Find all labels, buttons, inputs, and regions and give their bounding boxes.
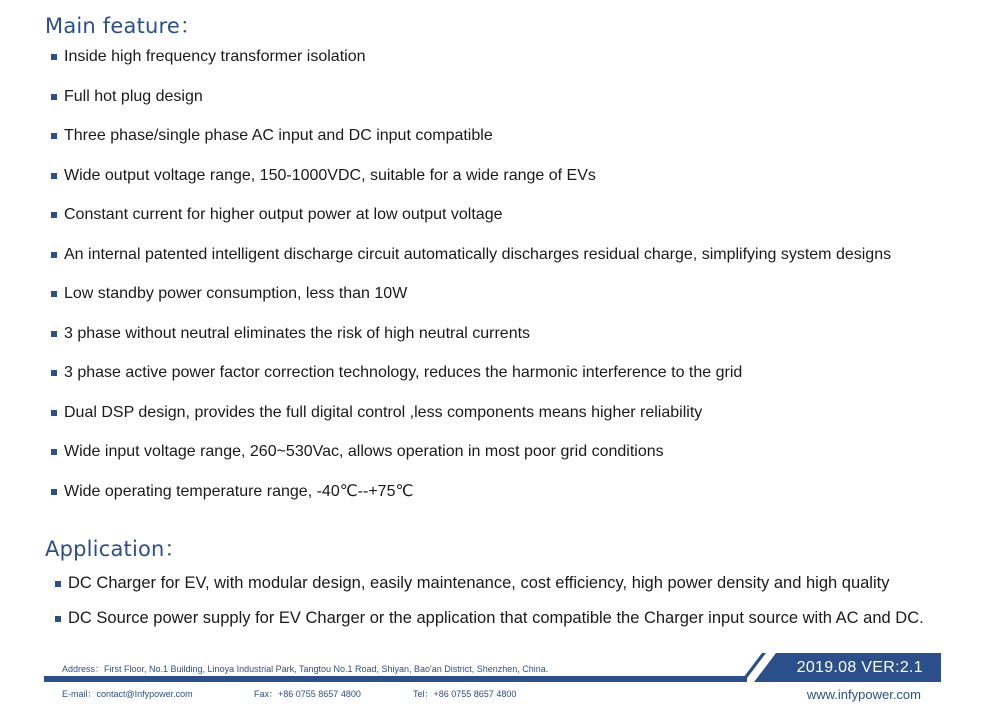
bullet-square-icon — [51, 173, 57, 179]
feature-item — [51, 126, 891, 166]
bullet-square-icon — [55, 581, 61, 587]
application-item — [55, 609, 924, 644]
feature-text: An internal patented intelligent discharge circuit automatically discharges residual charge, simplifying system designs — [64, 245, 892, 263]
feature-item — [51, 324, 891, 364]
feature-item — [51, 47, 891, 87]
website-link[interactable]: www.infypower.com — [806, 687, 921, 702]
bullet-square-icon — [51, 489, 57, 495]
application-text: DC Charger for EV, with modular design, easily maintenance, cost efficiency, high power density and high quality — [68, 574, 890, 592]
feature-text: 3 phase active power factor correction technology, reduces the harmonic interference to the grid — [64, 364, 743, 381]
feature-item — [51, 363, 891, 403]
feature-text: Wide output voltage range, 150-1000VDC, suitable for a wide range of EVs — [64, 166, 596, 184]
feature-item — [51, 245, 891, 285]
feature-item — [51, 166, 891, 206]
feature-item — [51, 403, 891, 443]
bullet-square-icon — [51, 291, 57, 297]
application-item — [55, 574, 924, 609]
bullet-square-icon — [51, 54, 57, 60]
feature-item — [51, 482, 891, 522]
footer-address: Address：First Floor, No.1 Building, Linoya Industrial Park, Tangtou No.1 Road, Shiyan, Bao'an District, Shenzhen, China. — [62, 664, 549, 674]
feature-text: Inside high frequency transformer isolation — [64, 48, 366, 65]
feature-text: Three phase/single phase AC input and DC input compatible — [64, 127, 493, 144]
feature-text: Dual DSP design, provides the full digital control ,less components means higher reliability — [64, 403, 703, 421]
application-list — [55, 574, 924, 644]
footer-divider — [44, 676, 747, 682]
main-feature-heading: Main feature： — [45, 14, 202, 38]
feature-text: Low standby power consumption, less than 10W — [64, 285, 408, 302]
feature-text: Full hot plug design — [64, 87, 203, 105]
feature-item — [51, 284, 891, 324]
bullet-square-icon — [51, 449, 57, 455]
feature-item — [51, 87, 891, 127]
feature-text: Constant current for higher output power at low output voltage — [64, 206, 503, 223]
bullet-square-icon — [51, 212, 57, 218]
bullet-square-icon — [55, 616, 61, 622]
bullet-square-icon — [51, 133, 57, 139]
feature-text: 3 phase without neutral eliminates the risk of high neutral currents — [64, 324, 531, 342]
feature-text: Wide operating temperature range, -40℃--+75℃ — [64, 482, 414, 500]
bullet-square-icon — [51, 410, 57, 416]
application-text: DC Source power supply for EV Charger or the application that compatible the Charger input source with AC and DC. — [68, 609, 924, 627]
main-feature-list — [51, 47, 891, 521]
version-label: 2019.08 VER:2.1 — [796, 659, 923, 676]
bullet-square-icon — [51, 94, 57, 100]
version-banner — [740, 653, 941, 682]
bullet-square-icon — [51, 252, 57, 258]
feature-item — [51, 442, 891, 482]
feature-item — [51, 205, 891, 245]
application-heading: Application： — [45, 537, 186, 561]
contact-tel: Tel：+86 0755 8657 4800 — [413, 689, 517, 699]
feature-text: Wide input voltage range, 260~530Vac, allows operation in most poor grid conditions — [64, 443, 664, 460]
contact-email: E-mail：contact@Infypower.com — [62, 689, 193, 699]
bullet-square-icon — [51, 331, 57, 337]
contact-fax: Fax：+86 0755 8657 4800 — [254, 689, 361, 699]
bullet-square-icon — [51, 370, 57, 376]
